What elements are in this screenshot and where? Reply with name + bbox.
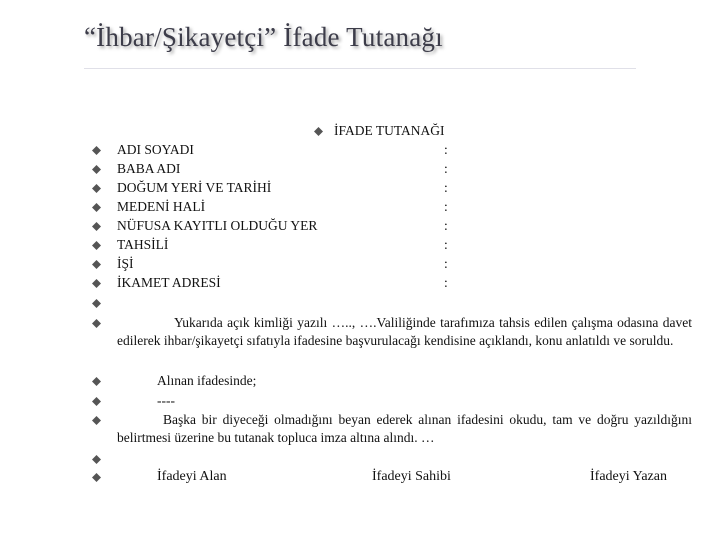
document-heading: İFADE TUTANAĞI: [334, 123, 445, 138]
field-separator: :: [444, 142, 448, 157]
signature-taker: İfadeyi Alan: [157, 469, 227, 484]
diamond-bullet-icon: [91, 396, 102, 407]
diamond-bullet-icon: [91, 202, 102, 213]
diamond-bullet-icon: [91, 298, 102, 309]
title-divider: [84, 68, 636, 69]
statement-placeholder: ----: [157, 393, 175, 408]
field-label-occupation: İŞİ: [117, 256, 134, 271]
diamond-bullet-icon: [91, 278, 102, 289]
field-separator: :: [444, 180, 448, 195]
diamond-bullet-icon: [91, 221, 102, 232]
field-label-marital-status: MEDENİ HALİ: [117, 199, 206, 214]
signature-owner: İfadeyi Sahibi: [372, 469, 451, 484]
diamond-bullet-icon: [91, 164, 102, 175]
field-label-address: İKAMET ADRESİ: [117, 275, 221, 290]
field-label-education: TAHSİLİ: [117, 237, 169, 252]
field-separator: :: [444, 161, 448, 176]
field-separator: :: [444, 199, 448, 214]
intro-paragraph: Yukarıda açık kimliği yazılı ….., ….Valiliğinde tarafımıza tahsis edilen çalışma odasına davet edilerek ihbar/şikayetçi sıfatıyla ifadesine başvurulacağı kendisine açıklandı, konu anlatıldı ve soruldu.: [117, 315, 692, 348]
statement-label: Alınan ifadesinde;: [157, 373, 257, 388]
diamond-bullet-icon: [91, 183, 102, 194]
diamond-bullet-icon: [91, 259, 102, 270]
field-label-name: ADI SOYADI: [117, 142, 194, 157]
field-separator: :: [444, 237, 448, 252]
diamond-bullet-icon: [91, 454, 102, 465]
field-separator: :: [444, 218, 448, 233]
diamond-bullet-icon: [91, 240, 102, 251]
field-label-registry: NÜFUSA KAYITLI OLDUĞU YER: [117, 218, 318, 233]
field-separator: :: [444, 256, 448, 271]
diamond-bullet-icon: [91, 472, 102, 483]
diamond-bullet-icon: [91, 376, 102, 387]
diamond-bullet-icon: [91, 415, 102, 426]
diamond-bullet-icon: [313, 126, 324, 137]
diamond-bullet-icon: [91, 318, 102, 329]
field-separator: :: [444, 275, 448, 290]
field-label-father-name: BABA ADI: [117, 161, 181, 176]
closing-paragraph: Başka bir diyeceği olmadığını beyan ederek alınan ifadesini okudu, tam ve doğru yazıldığını belirtmesi üzerine bu tutanak topluca imza altına alındı. …: [117, 412, 692, 445]
field-label-birth: DOĞUM YERİ VE TARİHİ: [117, 180, 272, 195]
diamond-bullet-icon: [91, 145, 102, 156]
page-title: “İhbar/Şikayetçi” İfade Tutanağı: [84, 22, 443, 52]
signature-writer: İfadeyi Yazan: [590, 469, 667, 484]
